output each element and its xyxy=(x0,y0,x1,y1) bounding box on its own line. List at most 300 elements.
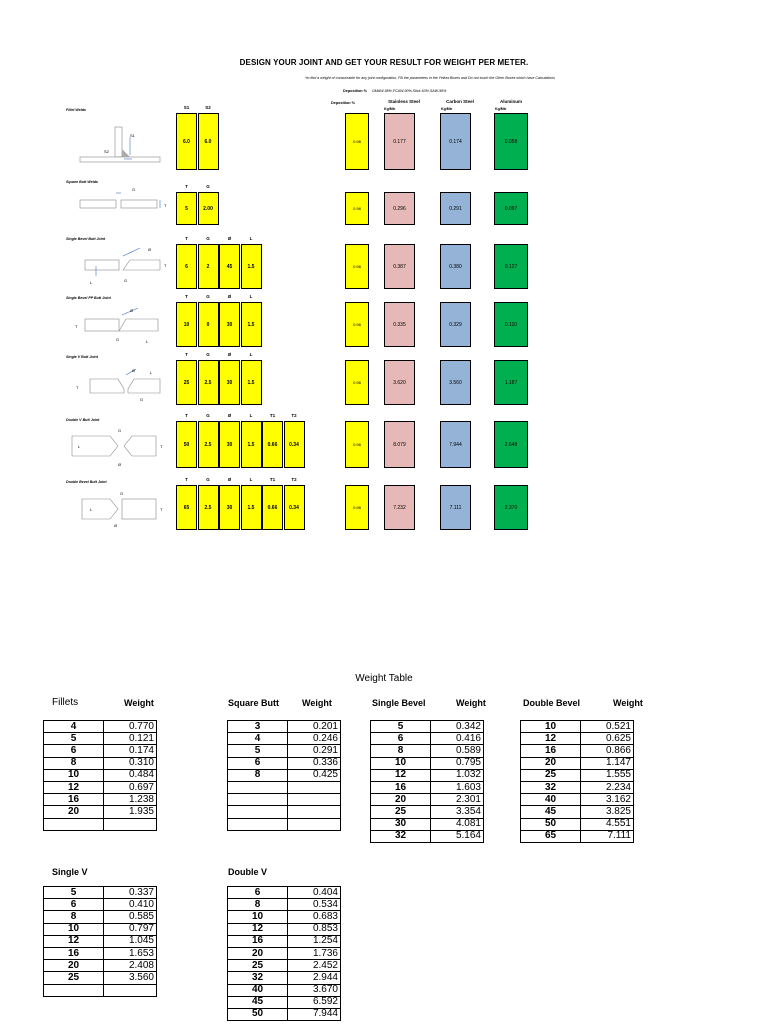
size-cell: 8 xyxy=(44,911,104,923)
table-row xyxy=(44,806,157,818)
param-label: G xyxy=(206,352,210,357)
sbevelpp-label-l: L xyxy=(146,339,149,344)
param-label: T xyxy=(185,294,188,299)
table-row xyxy=(44,733,157,745)
table-row xyxy=(521,830,634,842)
weight-table-title: Weight Table xyxy=(355,673,413,684)
weight-cell: 0.121 xyxy=(104,733,157,745)
weight-cell: 1.736 xyxy=(288,947,341,959)
size-cell: 16 xyxy=(44,794,104,806)
weight-cell xyxy=(288,794,341,806)
fillet-weld-diagram xyxy=(60,115,170,170)
param-label: T1 xyxy=(269,413,276,418)
param-label: Ø xyxy=(227,352,232,357)
param-label: T2 xyxy=(291,477,297,482)
param-input[interactable]: 1.5 xyxy=(241,302,262,347)
param-input[interactable]: 1.5 xyxy=(241,360,262,405)
sbevelpp-label-t: T xyxy=(75,324,78,329)
weight-cell: 0.585 xyxy=(104,911,157,923)
square-butt-weight-header: Weight xyxy=(302,698,332,708)
sbevelpp-label-g: G xyxy=(116,337,120,342)
table-row xyxy=(44,745,157,757)
param-label: Ø xyxy=(227,413,232,418)
sv-label-l: L xyxy=(150,370,153,375)
single-bevel-header: Single Bevel xyxy=(372,698,426,708)
table-row xyxy=(228,757,341,769)
param-label: L xyxy=(249,413,253,418)
double-bevel-diagram xyxy=(60,487,175,532)
size-cell: 20 xyxy=(371,794,431,806)
param-input[interactable]: 2.5 xyxy=(198,485,219,530)
dv-label-t: T xyxy=(160,444,163,449)
table-row xyxy=(371,733,484,745)
double-v-table xyxy=(227,886,341,1021)
aluminum-result: 0.058 xyxy=(494,113,528,170)
size-cell: 16 xyxy=(371,781,431,793)
weight-cell: 1.935 xyxy=(104,806,157,818)
weight-cell: 1.653 xyxy=(104,947,157,959)
weight-cell xyxy=(104,984,157,996)
size-cell: 16 xyxy=(521,745,581,757)
table-row xyxy=(371,818,484,830)
table-row xyxy=(44,984,157,996)
table-row xyxy=(521,806,634,818)
stainless-result: 0.335 xyxy=(384,302,415,347)
param-input[interactable]: 50 xyxy=(176,421,197,468)
weight-cell: 0.337 xyxy=(104,887,157,899)
single-v-header: Single V xyxy=(52,867,88,877)
size-cell: 12 xyxy=(228,923,288,935)
param-label: S2 xyxy=(205,105,211,110)
fillet-label-s1: S1 xyxy=(130,133,135,138)
weight-cell: 0.770 xyxy=(104,721,157,733)
table-row xyxy=(44,899,157,911)
stainless-unit: Kg/Mtr xyxy=(384,107,396,111)
param-input[interactable]: 30 xyxy=(219,360,240,405)
size-cell: 5 xyxy=(228,745,288,757)
size-cell: 32 xyxy=(371,830,431,842)
single-bevel-table xyxy=(370,720,484,843)
param-input[interactable]: 65 xyxy=(176,485,197,530)
carbon-result: 0.329 xyxy=(440,302,471,347)
weight-cell: 0.291 xyxy=(288,745,341,757)
table-row xyxy=(521,721,634,733)
size-cell: 25 xyxy=(521,769,581,781)
table-row xyxy=(521,781,634,793)
size-cell xyxy=(44,818,104,830)
weight-cell: 2.301 xyxy=(431,794,484,806)
size-cell: 4 xyxy=(228,733,288,745)
weight-cell: 4.551 xyxy=(581,818,634,830)
weight-cell: 7.111 xyxy=(581,830,634,842)
fillets-weight-header: Weight xyxy=(124,698,154,708)
param-input[interactable]: 30 xyxy=(219,421,240,468)
deposition-cell: 0.98 xyxy=(345,485,369,530)
size-cell: 32 xyxy=(228,972,288,984)
stainless-result: 0.177 xyxy=(384,113,415,170)
fillets-table xyxy=(43,720,157,831)
square-label-g: G xyxy=(132,187,136,192)
weight-cell: 2.234 xyxy=(581,781,634,793)
param-input[interactable]: 10 xyxy=(176,302,197,347)
deposition-cell: 0.98 xyxy=(345,421,369,468)
param-label: L xyxy=(249,294,253,299)
param-input[interactable]: 0.66 xyxy=(262,485,283,530)
weight-cell: 3.162 xyxy=(581,794,634,806)
sv-label-phi: Ø xyxy=(132,368,136,373)
stainless-header: Stainless Steel xyxy=(388,99,420,104)
weight-cell: 0.342 xyxy=(431,721,484,733)
param-input[interactable]: 1.5 xyxy=(241,244,262,289)
table-row xyxy=(228,818,341,830)
param-label: Ø xyxy=(227,294,232,299)
aluminum-result: 1.187 xyxy=(494,360,528,405)
single-bevel-weight-header: Weight xyxy=(456,698,486,708)
table-row xyxy=(521,757,634,769)
table-row xyxy=(228,972,341,984)
size-cell: 40 xyxy=(228,984,288,996)
param-label: G xyxy=(206,236,210,241)
double-v-diagram xyxy=(60,424,175,470)
table-row xyxy=(521,745,634,757)
table-row xyxy=(44,818,157,830)
table-row xyxy=(228,935,341,947)
table-row xyxy=(228,996,341,1008)
weight-cell: 1.147 xyxy=(581,757,634,769)
param-input[interactable]: 25 xyxy=(176,360,197,405)
joint-name: Double Bevel Butt Joint xyxy=(66,480,107,484)
deposition-cell: 0.98 xyxy=(345,302,369,347)
weight-cell: 0.425 xyxy=(288,769,341,781)
table-row xyxy=(228,947,341,959)
weight-cell: 2.408 xyxy=(104,960,157,972)
weight-cell: 0.534 xyxy=(288,899,341,911)
param-label: G xyxy=(206,184,210,189)
size-cell: 20 xyxy=(521,757,581,769)
size-cell: 3 xyxy=(228,721,288,733)
weight-cell: 1.254 xyxy=(288,935,341,947)
size-cell: 30 xyxy=(371,818,431,830)
table-row xyxy=(371,745,484,757)
weight-cell: 5.164 xyxy=(431,830,484,842)
sbevelpp-label-phi: Ø xyxy=(130,308,134,313)
size-cell: 6 xyxy=(228,887,288,899)
weight-cell: 0.310 xyxy=(104,757,157,769)
size-cell xyxy=(44,984,104,996)
table-row xyxy=(44,794,157,806)
deposition-cell: 0.98 xyxy=(345,192,369,225)
carbon-result: 0.380 xyxy=(440,244,471,289)
joint-name: Single Bevel PP Butt Joint xyxy=(66,296,111,300)
size-cell: 5 xyxy=(44,733,104,745)
size-cell: 10 xyxy=(44,923,104,935)
weight-cell: 2.944 xyxy=(288,972,341,984)
table-row xyxy=(44,721,157,733)
table-row xyxy=(371,757,484,769)
param-input[interactable]: 0.34 xyxy=(284,421,305,468)
instruction-note: *to find a weight of consumable for any joint configuration, Fill the parameters in the Yellow Boxes and Do not touch the Other Boxes which have Calculations xyxy=(305,76,555,80)
aluminum-result: 2.370 xyxy=(494,485,528,530)
size-cell: 4 xyxy=(44,721,104,733)
stainless-result: 8.079 xyxy=(384,421,415,468)
double-bevel-table xyxy=(520,720,634,843)
table-row xyxy=(44,887,157,899)
table-row xyxy=(44,769,157,781)
size-cell: 32 xyxy=(521,781,581,793)
size-cell: 6 xyxy=(44,745,104,757)
weight-cell: 1.238 xyxy=(104,794,157,806)
db-label-g: G xyxy=(120,491,124,496)
weight-cell: 0.697 xyxy=(104,781,157,793)
weight-cell: 0.589 xyxy=(431,745,484,757)
double-v-header: Double V xyxy=(228,867,268,877)
stainless-result: 0.387 xyxy=(384,244,415,289)
param-input[interactable]: 0.66 xyxy=(262,421,283,468)
size-cell: 6 xyxy=(371,733,431,745)
param-label: T xyxy=(185,236,188,241)
weight-cell: 0.795 xyxy=(431,757,484,769)
table-row xyxy=(371,794,484,806)
page-title: DESIGN YOUR JOINT AND GET YOUR RESULT FOR WEIGHT PER METER. xyxy=(239,58,529,67)
param-input[interactable]: 0 xyxy=(198,302,219,347)
param-input[interactable]: 2.5 xyxy=(198,421,219,468)
table-row xyxy=(228,960,341,972)
joint-name: Single Bevel Butt Joint xyxy=(66,237,106,241)
param-input[interactable]: 45 xyxy=(219,244,240,289)
param-input[interactable]: 2.5 xyxy=(198,360,219,405)
param-label: G xyxy=(206,477,210,482)
size-cell: 10 xyxy=(44,769,104,781)
size-cell: 8 xyxy=(228,769,288,781)
sbevel-label-t: T xyxy=(164,263,167,268)
deposition-cell: 0.98 xyxy=(345,244,369,289)
single-v-diagram xyxy=(60,365,175,407)
size-cell: 10 xyxy=(521,721,581,733)
square-butt-header: Square Butt xyxy=(228,698,280,708)
single-bevel-pp-diagram xyxy=(60,303,175,348)
size-cell: 45 xyxy=(521,806,581,818)
param-label: L xyxy=(249,352,253,357)
size-cell xyxy=(228,781,288,793)
joint-name: Single V Butt Joint xyxy=(66,355,98,359)
aluminum-result: 2.648 xyxy=(494,421,528,468)
size-cell: 5 xyxy=(44,887,104,899)
size-cell: 25 xyxy=(44,972,104,984)
weight-cell: 0.416 xyxy=(431,733,484,745)
dv-label-g: G xyxy=(118,428,122,433)
size-cell: 20 xyxy=(44,806,104,818)
table-row xyxy=(44,781,157,793)
fillet-label-s2: S2 xyxy=(104,149,109,154)
weight-cell: 0.484 xyxy=(104,769,157,781)
sbevel-label-phi: Ø xyxy=(148,247,152,252)
weight-cell: 0.246 xyxy=(288,733,341,745)
param-input[interactable]: 2.00 xyxy=(198,192,219,225)
table-row xyxy=(228,781,341,793)
weight-cell xyxy=(288,806,341,818)
size-cell: 20 xyxy=(44,960,104,972)
size-cell: 40 xyxy=(521,794,581,806)
size-cell: 50 xyxy=(228,1008,288,1020)
deposition-cell: 0.98 xyxy=(345,360,369,405)
deposition-cell: 0.98 xyxy=(345,113,369,170)
double-bevel-weight-header: Weight xyxy=(613,698,643,708)
square-label-t: T xyxy=(164,203,167,208)
param-label: T xyxy=(185,413,188,418)
carbon-result: 7.944 xyxy=(440,421,471,468)
weight-cell: 1.555 xyxy=(581,769,634,781)
aluminum-result: 0.110 xyxy=(494,302,528,347)
weight-cell: 4.081 xyxy=(431,818,484,830)
square-butt-table xyxy=(227,720,341,831)
sbevel-label-g: G xyxy=(124,278,128,283)
table-row xyxy=(228,721,341,733)
weight-cell: 0.404 xyxy=(288,887,341,899)
size-cell xyxy=(228,794,288,806)
stainless-result: 3.620 xyxy=(384,360,415,405)
stainless-result: 0.296 xyxy=(384,192,415,225)
param-input[interactable]: 30 xyxy=(219,485,240,530)
size-cell: 65 xyxy=(521,830,581,842)
dv-label-l: L xyxy=(78,444,81,449)
aluminum-result: 0.097 xyxy=(494,192,528,225)
joint-name: Square Butt Welds xyxy=(66,180,98,184)
table-row xyxy=(371,769,484,781)
param-label: S1 xyxy=(183,105,190,110)
sbevel-label-l: L xyxy=(90,280,93,285)
table-row xyxy=(521,794,634,806)
carbon-result: 0.174 xyxy=(440,113,471,170)
size-cell: 20 xyxy=(228,947,288,959)
table-row xyxy=(521,733,634,745)
table-row xyxy=(521,769,634,781)
weight-cell: 0.683 xyxy=(288,911,341,923)
table-row xyxy=(228,911,341,923)
param-label: L xyxy=(249,477,253,482)
param-input[interactable]: 5 xyxy=(176,192,197,225)
double-bevel-header: Double Bevel xyxy=(523,698,581,708)
param-input[interactable]: 6.0 xyxy=(198,113,219,170)
weight-cell: 3.825 xyxy=(581,806,634,818)
weight-cell: 0.521 xyxy=(581,721,634,733)
table-row xyxy=(44,972,157,984)
weight-cell: 1.045 xyxy=(104,935,157,947)
param-input[interactable]: 6.0 xyxy=(176,113,197,170)
table-row xyxy=(228,794,341,806)
table-row xyxy=(521,818,634,830)
weight-cell: 0.410 xyxy=(104,899,157,911)
single-v-table xyxy=(43,886,157,997)
weight-cell: 0.201 xyxy=(288,721,341,733)
table-row xyxy=(44,947,157,959)
param-label: L xyxy=(249,236,253,241)
size-cell xyxy=(228,818,288,830)
table-row xyxy=(228,984,341,996)
table-row xyxy=(371,781,484,793)
param-label: T xyxy=(185,184,188,189)
aluminum-header: Aluminum xyxy=(500,99,522,104)
table-row xyxy=(371,806,484,818)
param-label: T xyxy=(185,477,188,482)
table-row xyxy=(228,745,341,757)
table-row xyxy=(371,721,484,733)
weight-cell: 0.866 xyxy=(581,745,634,757)
size-cell: 12 xyxy=(44,781,104,793)
size-cell: 8 xyxy=(228,899,288,911)
size-cell: 12 xyxy=(371,769,431,781)
size-cell: 16 xyxy=(228,935,288,947)
table-row xyxy=(228,923,341,935)
size-cell: 12 xyxy=(521,733,581,745)
param-label: G xyxy=(206,413,210,418)
param-input[interactable]: 30 xyxy=(219,302,240,347)
carbon-unit: Kg/Mtr xyxy=(441,107,453,111)
weight-cell: 0.797 xyxy=(104,923,157,935)
size-cell: 6 xyxy=(228,757,288,769)
table-row xyxy=(228,769,341,781)
weight-cell: 3.354 xyxy=(431,806,484,818)
size-cell: 5 xyxy=(371,721,431,733)
dv-label-phi: Ø xyxy=(118,462,122,467)
weight-cell xyxy=(104,818,157,830)
size-cell: 8 xyxy=(44,757,104,769)
size-cell: 10 xyxy=(228,911,288,923)
size-cell: 16 xyxy=(44,947,104,959)
weight-cell: 3.670 xyxy=(288,984,341,996)
weight-cell: 7.944 xyxy=(288,1008,341,1020)
sv-label-t: T xyxy=(76,385,79,390)
weight-cell: 1.603 xyxy=(431,781,484,793)
weight-cell xyxy=(288,818,341,830)
param-input[interactable]: 0.34 xyxy=(284,485,305,530)
size-cell: 50 xyxy=(521,818,581,830)
carbon-result: 7.111 xyxy=(440,485,471,530)
stainless-result: 7.232 xyxy=(384,485,415,530)
size-cell: 45 xyxy=(228,996,288,1008)
param-input[interactable]: 1.5 xyxy=(241,485,262,530)
table-row xyxy=(228,733,341,745)
table-row xyxy=(228,887,341,899)
carbon-header: Carbon Steel xyxy=(446,99,474,104)
joint-name: Double V Butt Joint xyxy=(66,418,100,422)
size-cell: 10 xyxy=(371,757,431,769)
param-label: Ø xyxy=(227,477,232,482)
weight-cell: 3.560 xyxy=(104,972,157,984)
size-cell: 6 xyxy=(44,899,104,911)
weight-cell: 6.592 xyxy=(288,996,341,1008)
deposition-label: Deposition % xyxy=(343,89,368,93)
param-input[interactable]: 2 xyxy=(198,244,219,289)
joint-name: Fillet Welds xyxy=(66,108,86,112)
table-row xyxy=(228,1008,341,1020)
table-row xyxy=(371,830,484,842)
deposition-values: GMAW-98%,FCAW-90%,Stick-63%,SAW-98% xyxy=(372,89,447,93)
aluminum-result: 0.127 xyxy=(494,244,528,289)
square-butt-diagram xyxy=(60,185,175,225)
param-label: Ø xyxy=(227,236,232,241)
param-input[interactable]: 6 xyxy=(176,244,197,289)
weight-cell: 0.174 xyxy=(104,745,157,757)
table-row xyxy=(228,806,341,818)
weight-cell xyxy=(288,781,341,793)
size-cell: 12 xyxy=(44,935,104,947)
param-input[interactable]: 1.5 xyxy=(241,421,262,468)
fillets-header: Fillets xyxy=(52,697,79,708)
param-label: T xyxy=(185,352,188,357)
weight-cell: 0.853 xyxy=(288,923,341,935)
size-cell: 8 xyxy=(371,745,431,757)
aluminum-unit: Kg/Mtr xyxy=(495,107,507,111)
